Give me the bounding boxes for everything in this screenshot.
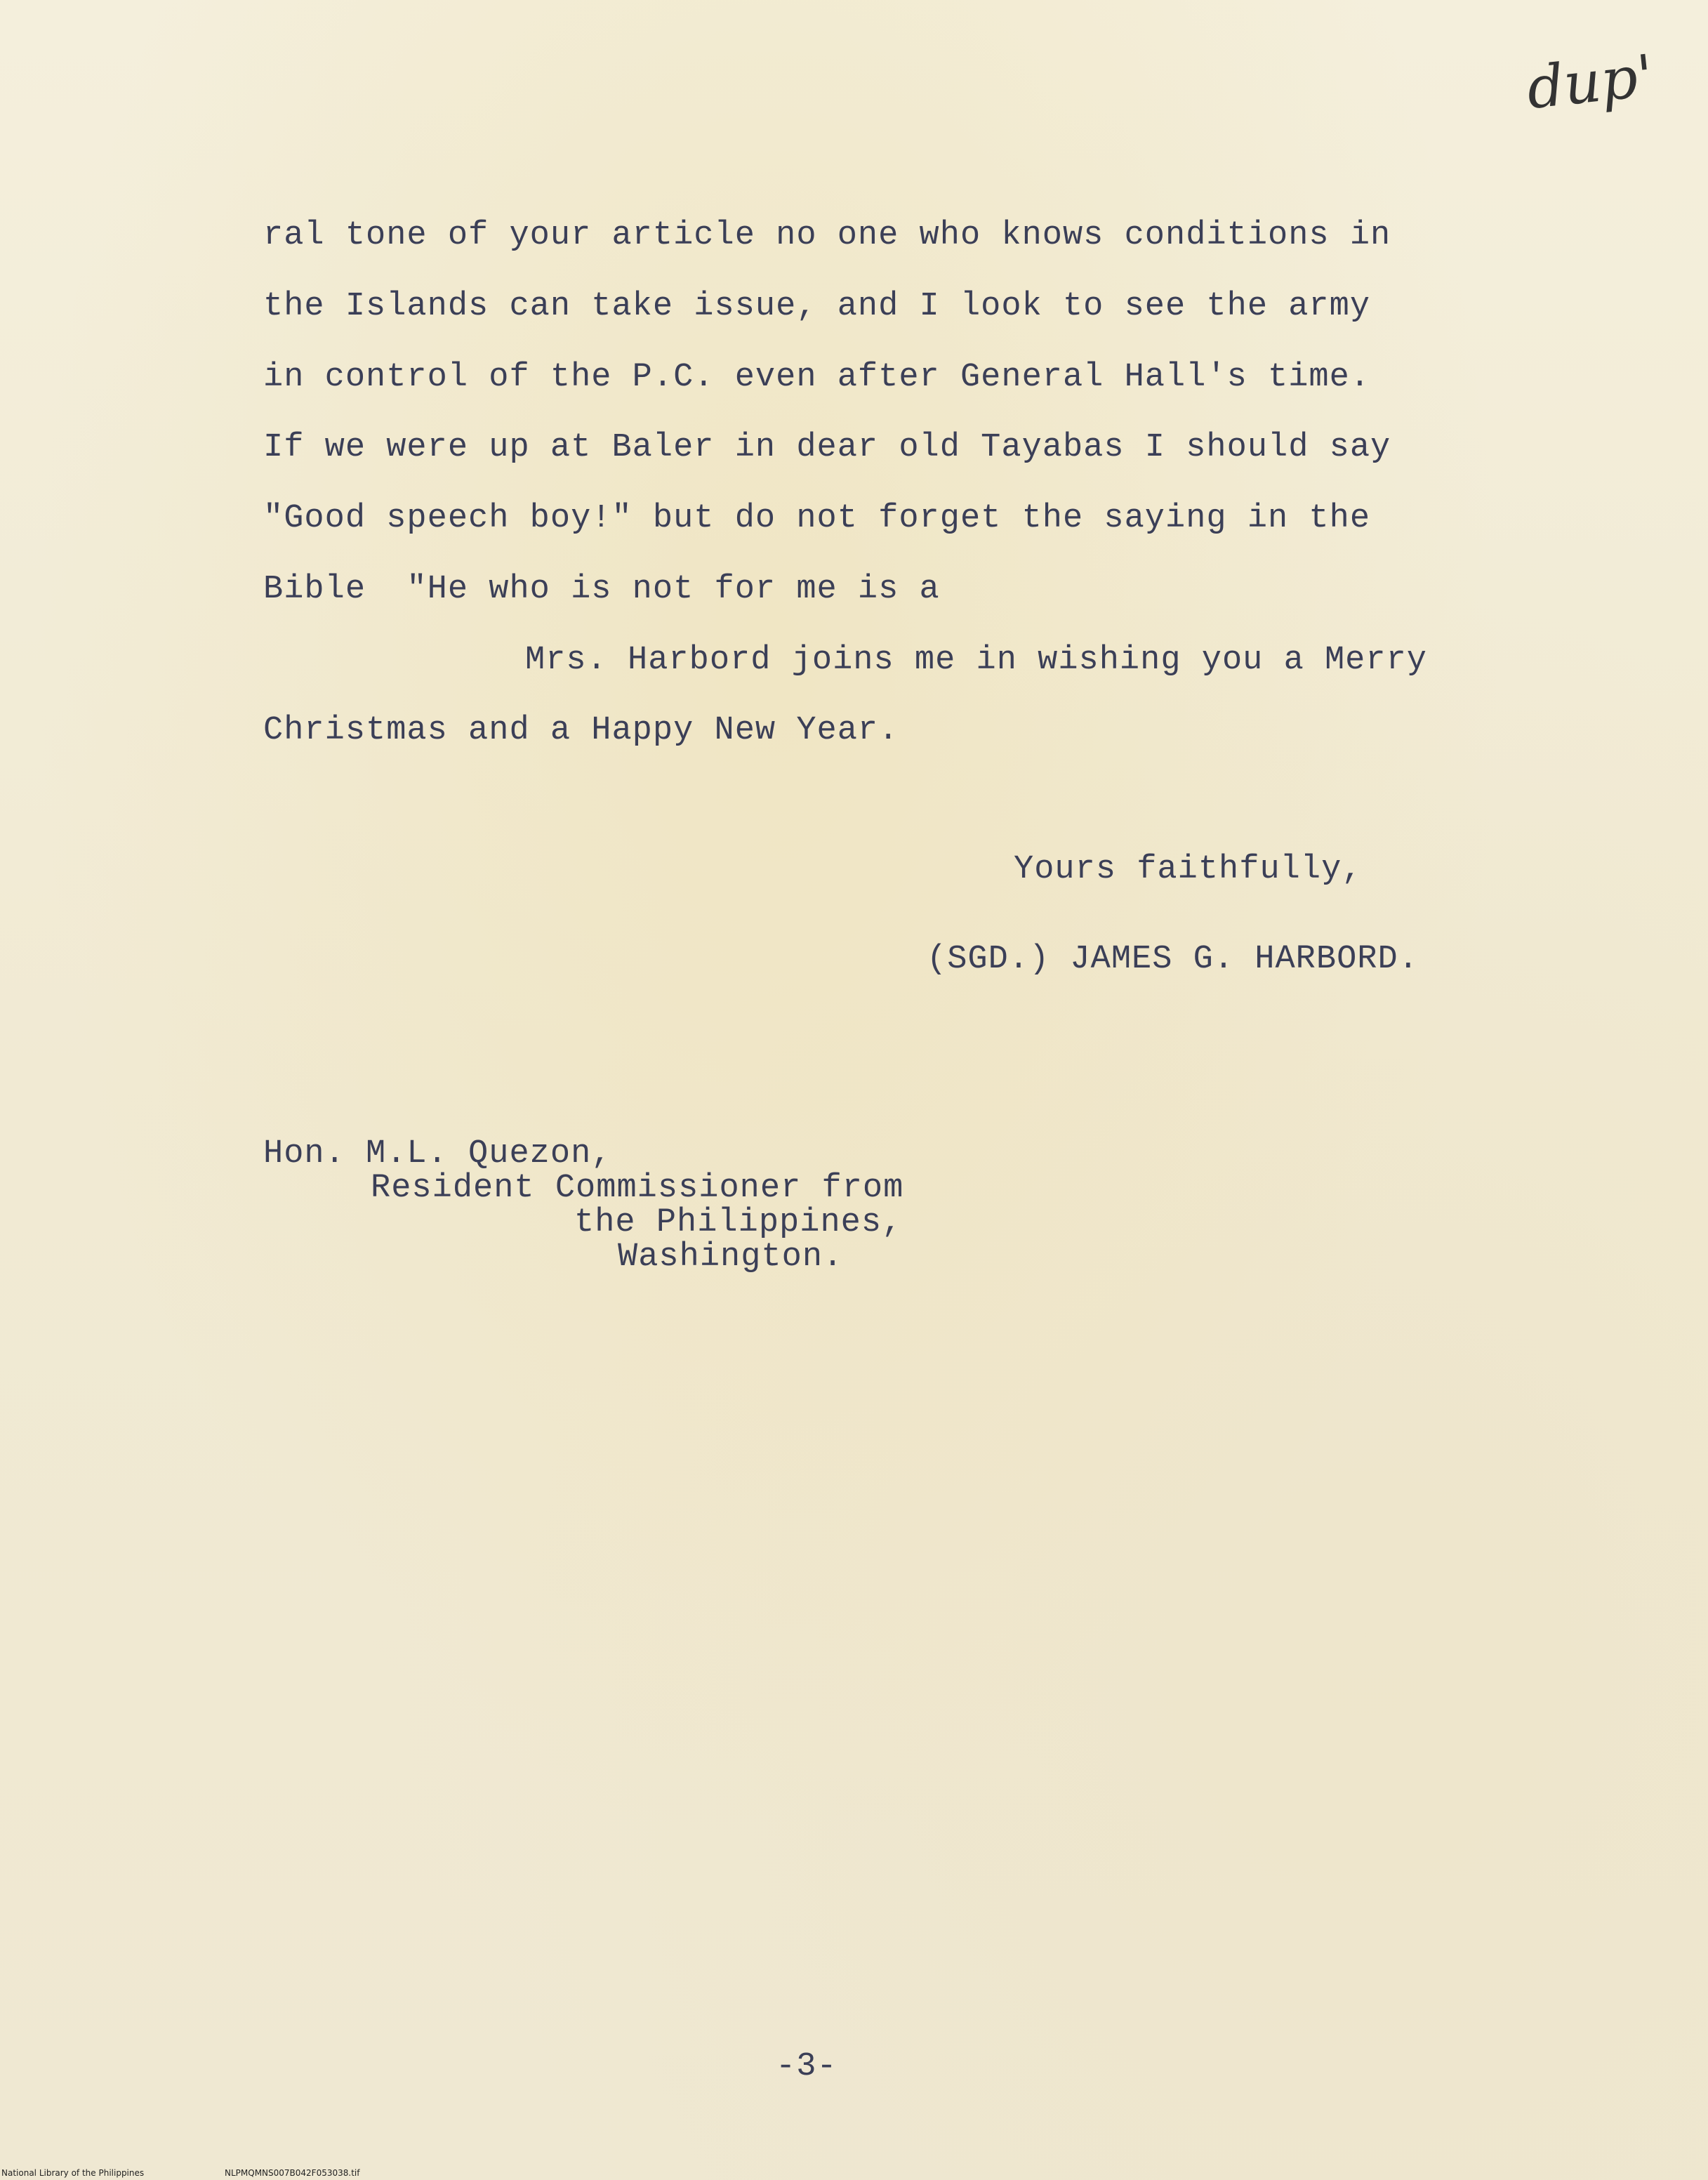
body-line-6: Bible "He who is not for me is a: [263, 571, 940, 608]
page-number: -3-: [776, 2048, 838, 2085]
addressee-city: Washington.: [618, 1238, 844, 1276]
body-line-2: the Islands can take issue, and I look to see the army: [263, 288, 1371, 325]
body-line-1: ral tone of your article no one who knows conditions in: [263, 217, 1391, 254]
addressee-title-2: the Philippines,: [574, 1204, 903, 1241]
body-line-4: If we were up at Baler in dear old Tayabas I should say: [263, 429, 1391, 466]
footer-institution: National Library of the Philippines: [1, 2168, 145, 2178]
addressee-title-1: Resident Commissioner from: [371, 1170, 904, 1207]
addressee-name: Hon. M.L. Quezon,: [263, 1135, 612, 1172]
body-line-5: "Good speech boy!" but do not forget the saying in the: [263, 500, 1371, 537]
signature: (SGD.) JAMES G. HARBORD.: [927, 941, 1419, 978]
handwritten-annotation: dup': [1523, 42, 1657, 123]
footer-file-id: NLPMQMNS007B042F053038.tif: [225, 2168, 360, 2178]
closing-line-2: Christmas and a Happy New Year.: [263, 712, 899, 749]
body-line-3: in control of the P.C. even after General Hall's time.: [263, 359, 1371, 396]
closing-line-1: Mrs. Harbord joins me in wishing you a Merry: [525, 642, 1428, 679]
valediction: Yours faithfully,: [1014, 851, 1363, 888]
